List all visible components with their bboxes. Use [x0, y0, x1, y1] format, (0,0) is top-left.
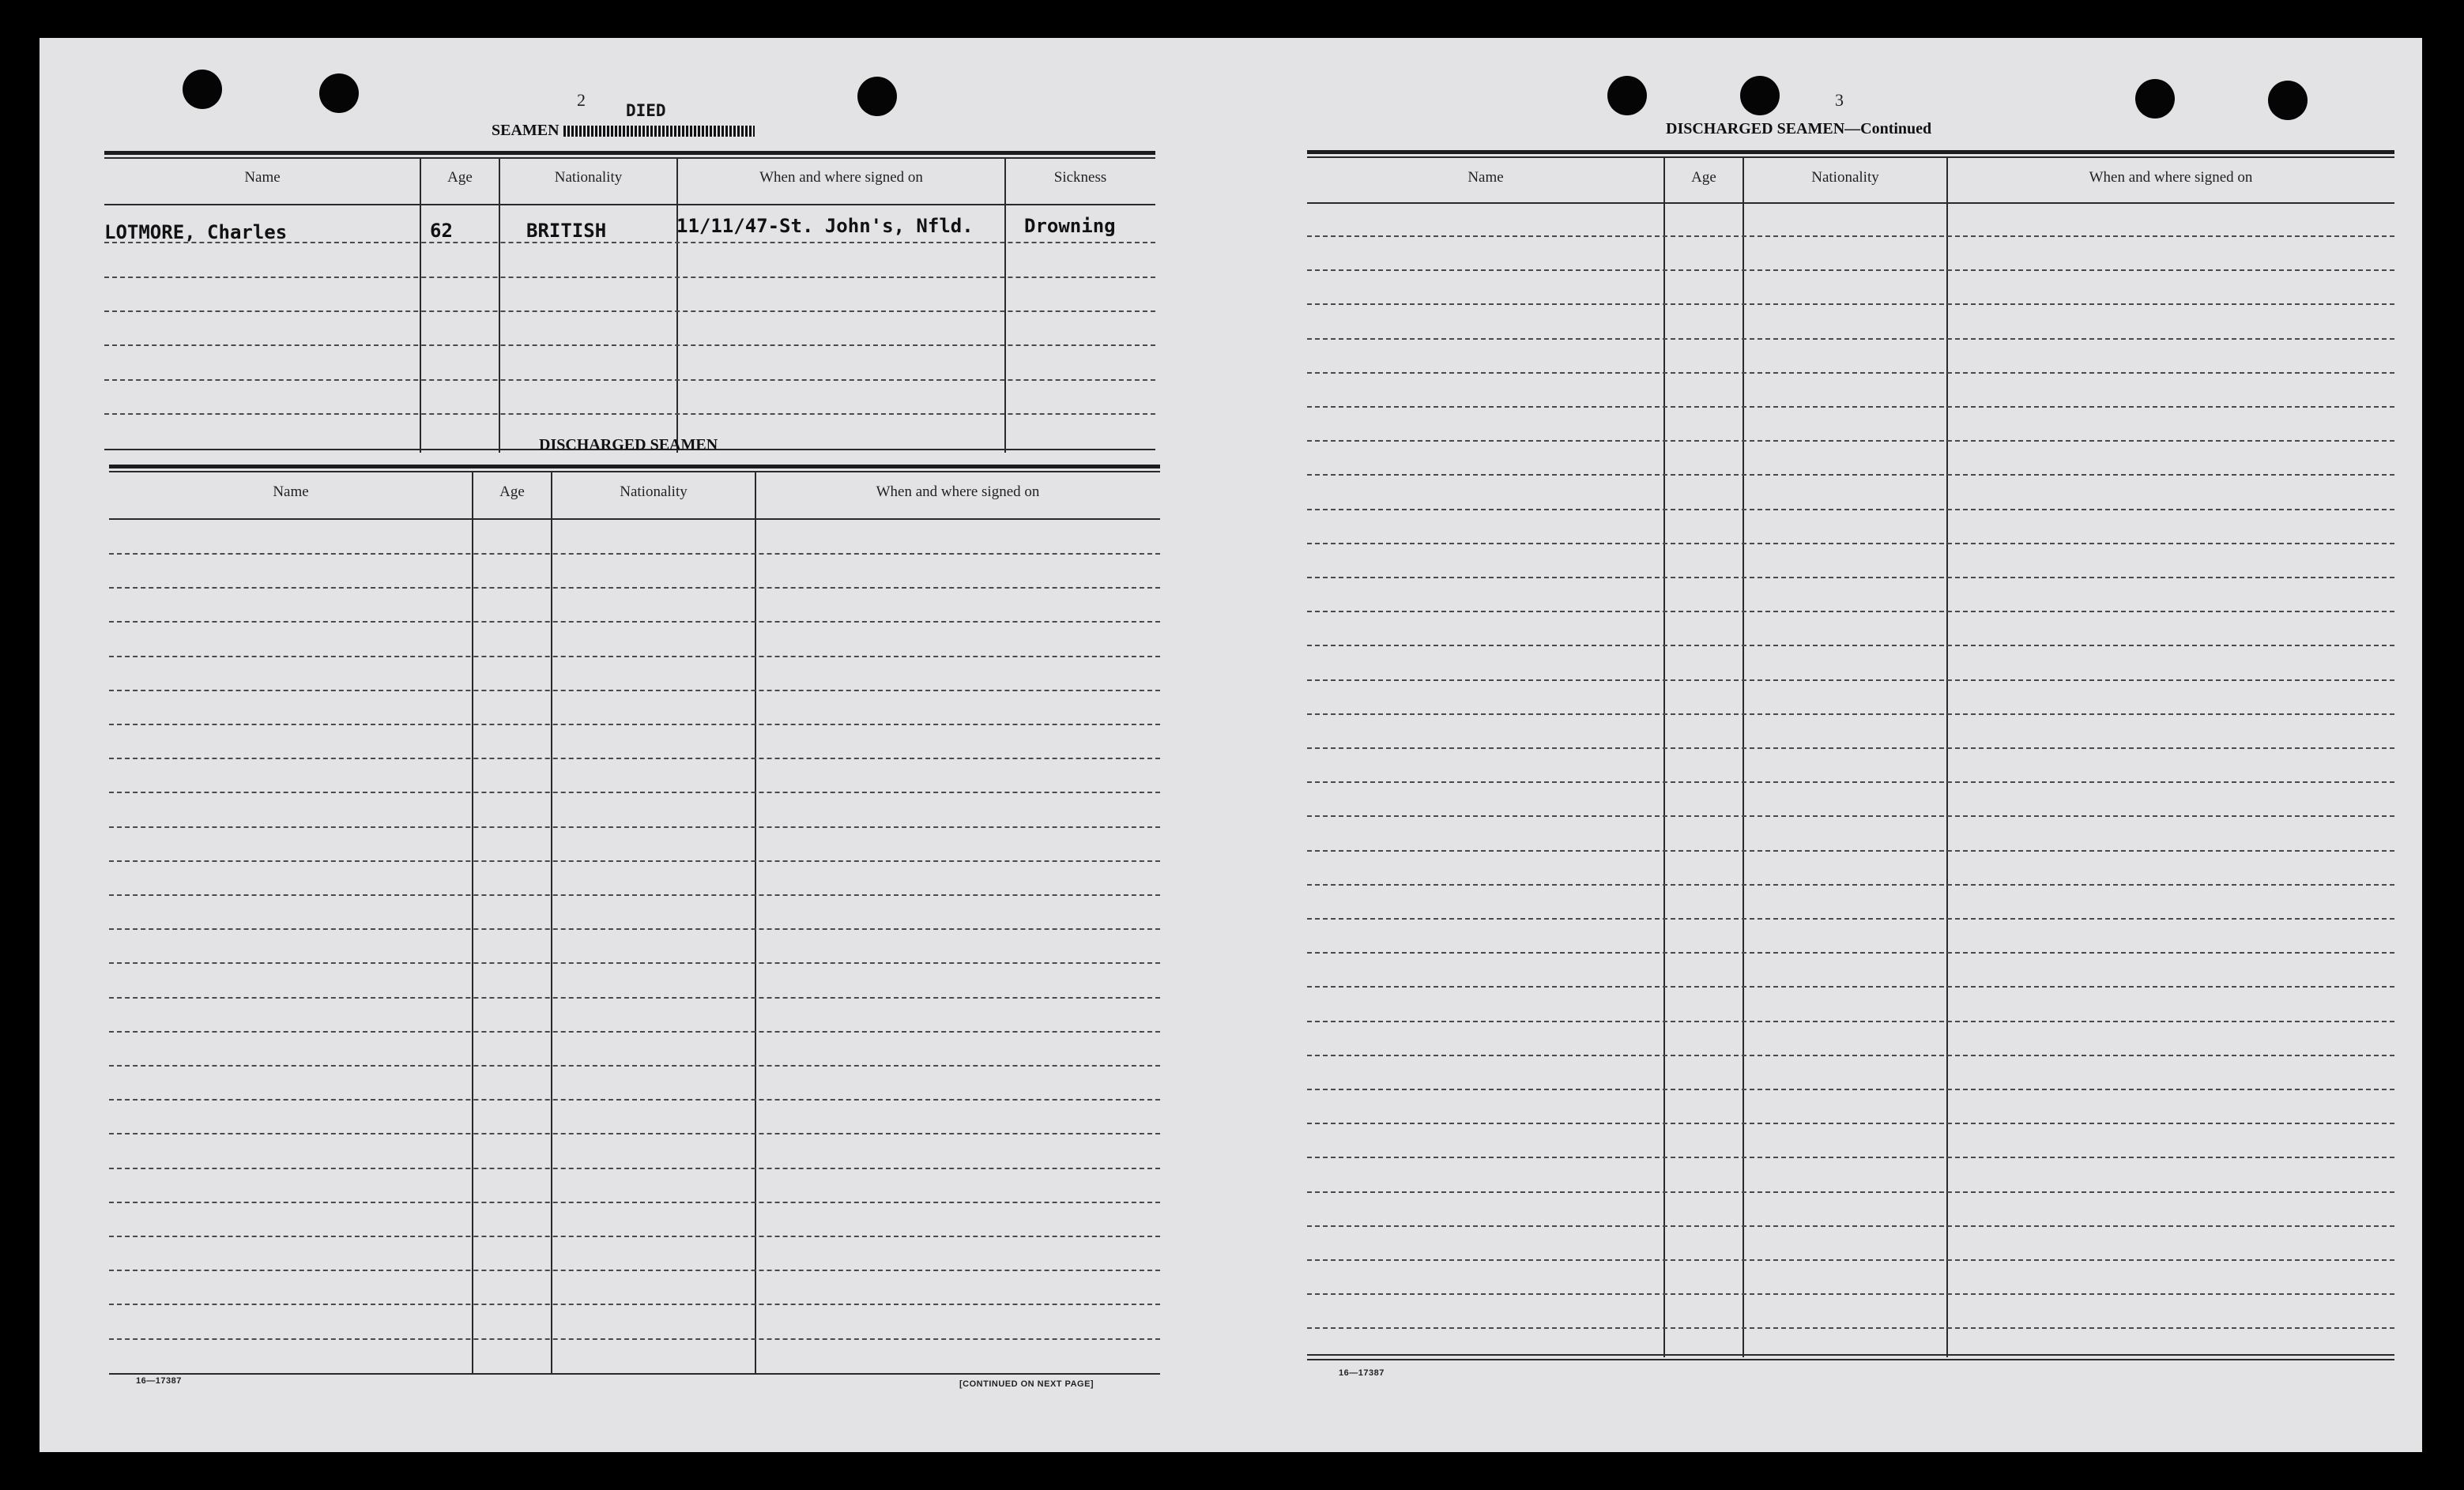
entry-line: [1307, 986, 2394, 988]
entry-line: [1307, 884, 2394, 886]
discharged-continued-title: DISCHARGED SEAMEN—Continued: [1666, 120, 1932, 137]
seaman-nationality: BRITISH: [526, 220, 607, 242]
entry-line: [1307, 1259, 2394, 1261]
column-divider: [551, 472, 552, 1375]
top-rule: [104, 151, 1155, 155]
entry-line: [1307, 1293, 2394, 1295]
entry-line: [109, 1304, 1160, 1305]
entry-line: [1307, 303, 2394, 305]
continued-note: [CONTINUED ON NEXT PAGE]: [959, 1379, 1094, 1389]
entry-line: [109, 1133, 1160, 1134]
scanned-form: [40, 38, 2422, 1452]
entry-line: [1307, 645, 2394, 646]
punch-hole: [2268, 81, 2308, 120]
entry-line: [109, 894, 1160, 896]
header-rule: [109, 518, 1160, 520]
entry-line: [109, 690, 1160, 691]
entry-line: [109, 621, 1160, 623]
entry-line: [1307, 1123, 2394, 1124]
entry-line: [109, 587, 1160, 589]
header-rule: [104, 204, 1155, 205]
seaman-name: LOTMORE, Charles: [104, 221, 288, 243]
entry-line: [104, 310, 1155, 312]
page-number: 3: [1835, 90, 1844, 110]
punch-hole: [1740, 76, 1780, 115]
entry-line: [109, 962, 1160, 964]
entry-line: [109, 1338, 1160, 1340]
bottom-rule: [1307, 1359, 2394, 1360]
entry-line: [1307, 269, 2394, 271]
column-header-age: Age: [1691, 169, 1716, 186]
section-title-prefix: SEAMEN: [492, 122, 559, 139]
column-divider: [499, 159, 500, 453]
bottom-rule: [1307, 1354, 2394, 1356]
header-rule: [1307, 202, 2394, 204]
page-number: 2: [577, 90, 586, 110]
column-header-signed-on: When and where signed on: [876, 483, 1040, 500]
entry-line: [1307, 679, 2394, 681]
column-header-age: Age: [499, 483, 525, 500]
form-number: 16—17387: [1339, 1368, 1385, 1378]
entry-line: [104, 277, 1155, 278]
column-divider: [755, 472, 756, 1375]
entry-line: [109, 724, 1160, 725]
entry-line: [1307, 713, 2394, 715]
entry-line: [1307, 918, 2394, 920]
column-header-nationality: Nationality: [1811, 169, 1879, 186]
entry-line: [109, 1099, 1160, 1101]
entry-line: [109, 928, 1160, 930]
column-divider: [676, 159, 678, 453]
seaman-signed-on: 11/11/47-St. John's, Nfld.: [676, 215, 974, 237]
entry-line: [1307, 1191, 2394, 1193]
column-header-name: Name: [273, 483, 309, 500]
entry-line: [1307, 1055, 2394, 1056]
top-rule: [1307, 150, 2394, 154]
column-header-age: Age: [447, 169, 473, 186]
column-header-nationality: Nationality: [620, 483, 688, 500]
entry-line: [1307, 406, 2394, 408]
entry-line: [109, 1065, 1160, 1067]
entry-line: [1307, 1021, 2394, 1022]
top-rule: [109, 465, 1160, 468]
entry-line: [109, 656, 1160, 657]
entry-line: [109, 997, 1160, 999]
column-divider: [472, 472, 473, 1375]
column-header-signed-on: When and where signed on: [759, 169, 923, 186]
column-header-name: Name: [244, 169, 281, 186]
seaman-age: 62: [430, 220, 453, 242]
entry-line: [1307, 781, 2394, 783]
rule: [104, 157, 1155, 159]
entry-line: [1307, 1157, 2394, 1158]
typed-correction: DIED: [626, 101, 666, 120]
entry-line: [1307, 235, 2394, 237]
entry-line: [109, 792, 1160, 793]
entry-line: [109, 1202, 1160, 1203]
entry-line: [109, 826, 1160, 828]
seaman-sickness: Drowning: [1024, 215, 1116, 237]
entry-line: [1307, 850, 2394, 852]
entry-line: [1307, 543, 2394, 544]
punch-hole: [319, 73, 359, 113]
entry-line: [109, 1270, 1160, 1271]
entry-line: [109, 1031, 1160, 1033]
entry-line: [104, 413, 1155, 415]
entry-line: [1307, 509, 2394, 510]
entry-line: [109, 1236, 1160, 1237]
entry-line: [1307, 1225, 2394, 1227]
punch-hole: [183, 70, 222, 109]
entry-line: [104, 379, 1155, 381]
entry-line: [1307, 611, 2394, 612]
entry-line: [1307, 1327, 2394, 1329]
rule: [1307, 156, 2394, 158]
column-header-signed-on: When and where signed on: [2089, 169, 2253, 186]
entry-line: [104, 344, 1155, 346]
entry-line: [1307, 440, 2394, 442]
entry-line: [109, 860, 1160, 862]
discharged-section-title: DISCHARGED SEAMEN: [539, 436, 718, 453]
punch-hole: [857, 77, 897, 116]
column-header-sickness: Sickness: [1053, 169, 1107, 186]
entry-line: [1307, 747, 2394, 749]
column-header-name: Name: [1467, 169, 1504, 186]
form-number: 16—17387: [136, 1376, 182, 1386]
punch-hole: [1607, 76, 1647, 115]
struck-out-word: [563, 126, 755, 137]
entry-line: [109, 758, 1160, 759]
entry-line: [1307, 1089, 2394, 1090]
entry-line: [1307, 474, 2394, 476]
column-divider: [420, 159, 421, 453]
column-divider: [1004, 159, 1006, 453]
died-section-title: [492, 122, 755, 140]
entry-line: [1307, 372, 2394, 374]
entry-line: [1307, 338, 2394, 340]
rule: [109, 471, 1160, 472]
entry-line: [1307, 815, 2394, 817]
entry-line: [109, 1168, 1160, 1169]
entry-line: [1307, 952, 2394, 954]
entry-line: [109, 553, 1160, 555]
column-header-nationality: Nationality: [554, 169, 623, 186]
punch-hole: [2135, 79, 2175, 119]
entry-line: [1307, 577, 2394, 578]
bottom-rule: [109, 1373, 1160, 1375]
